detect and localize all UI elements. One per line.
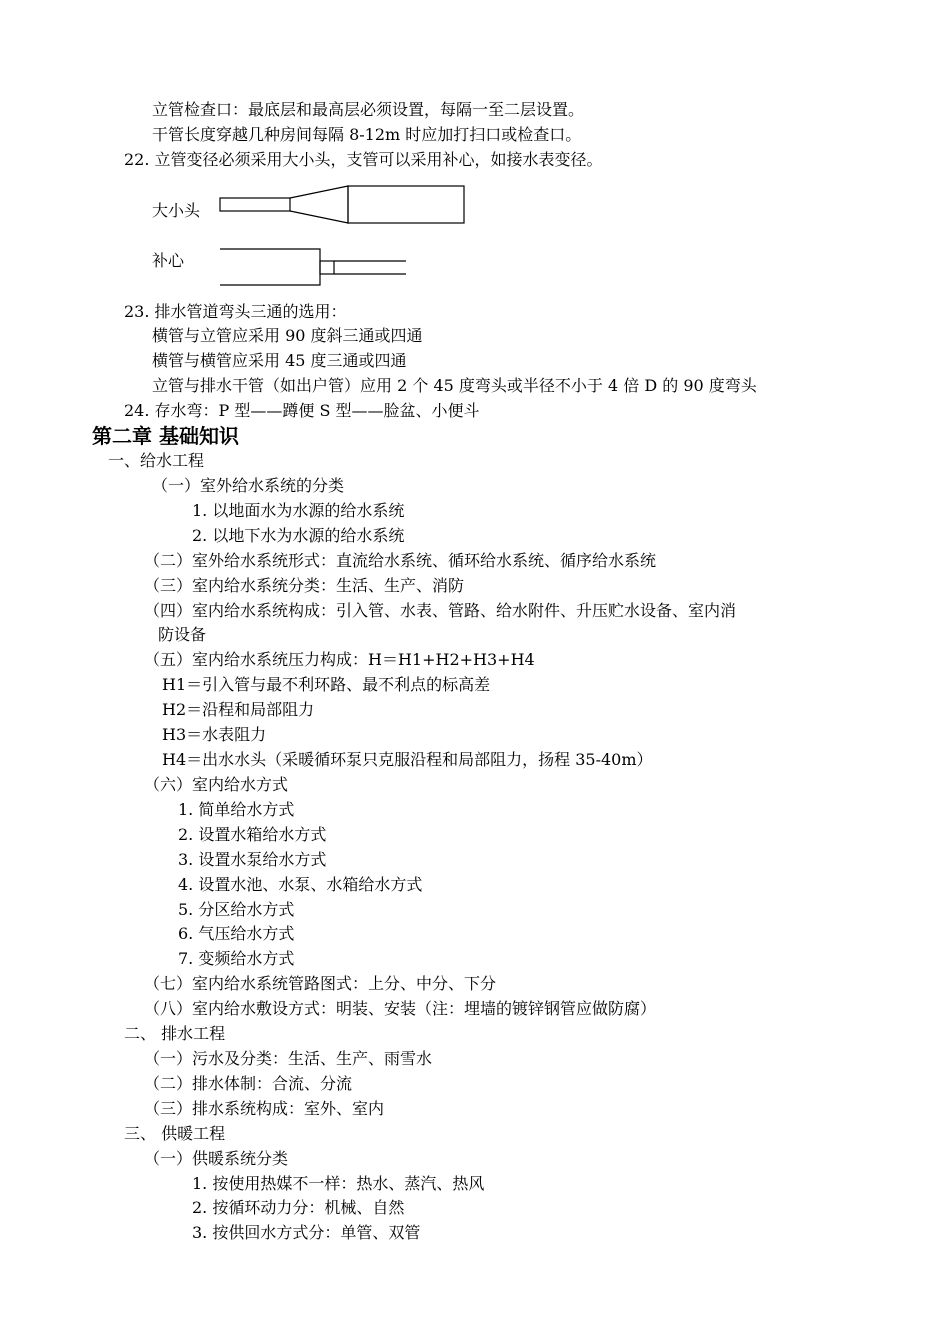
list-item: 2. 以地下水为水源的给水系统 (192, 526, 405, 545)
list-item: 7. 变频给水方式 (178, 949, 295, 968)
subsection-heading: （七）室内给水系统管路图式：上分、中分、下分 (144, 974, 497, 993)
list-item: 6. 气压给水方式 (178, 924, 295, 943)
reducer-label: 大小头 (152, 201, 201, 220)
subsection-heading: （四）室内给水系统构成：引入管、水表、管路、给水附件、升压贮水设备、室内消 (144, 601, 737, 620)
list-item-24: 24. 存水弯：P 型——蹲便 S 型——脸盆、小便斗 (124, 401, 480, 420)
text-line: H3＝水表阻力 (162, 725, 267, 744)
text-line: 干管长度穿越几种房间每隔 8-12m 时应加打扫口或检查口。 (152, 125, 582, 144)
subsection-heading: （三）排水系统构成：室外、室内 (144, 1099, 385, 1118)
text-line: 横管与立管应采用 90 度斜三通或四通 (152, 326, 423, 345)
subsection-heading: （一）污水及分类：生活、生产、雨雪水 (144, 1049, 433, 1068)
subsection-heading: （六）室内给水方式 (144, 775, 289, 794)
bushing-label: 补心 (152, 251, 185, 270)
list-item: 3. 按供回水方式分：单管、双管 (192, 1223, 421, 1242)
text-line: 立管检查口：最底层和最高层必须设置，每隔一至二层设置。 (152, 100, 585, 119)
text-line: 立管与排水干管（如出户管）应用 2 个 45 度弯头或半径不小于 4 倍 D 的 90 度弯头 (152, 376, 757, 395)
text-line: 横管与横管应采用 45 度三通或四通 (152, 351, 407, 370)
subsection-heading: （二）室外给水系统形式：直流给水系统、循环给水系统、循序给水系统 (144, 551, 657, 570)
list-item: 4. 设置水池、水泵、水箱给水方式 (178, 875, 423, 894)
list-item: 3. 设置水泵给水方式 (178, 850, 327, 869)
bushing-figure (220, 249, 406, 285)
subsection-heading: （一）供暖系统分类 (144, 1149, 289, 1168)
list-item: 1. 按使用热媒不一样：热水、蒸汽、热风 (192, 1174, 485, 1193)
list-item: 5. 分区给水方式 (178, 900, 295, 919)
subsection-heading: （八）室内给水敷设方式：明装、安装（注：埋墙的镀锌钢管应做防腐） (144, 999, 657, 1018)
list-item: 2. 设置水箱给水方式 (178, 825, 327, 844)
text-line: H1＝引入管与最不利环路、最不利点的标高差 (162, 675, 491, 694)
section-heading: 一、给水工程 (108, 451, 205, 470)
subsection-heading: （三）室内给水系统分类：生活、生产、消防 (144, 576, 465, 595)
text-line: H4＝出水水头（采暖循环泵只克服沿程和局部阻力，扬程 35-40m） (162, 750, 653, 769)
section-heading: 二、 排水工程 (124, 1024, 226, 1043)
pipe-fittings-diagram (0, 0, 950, 300)
subsection-heading: （一）室外给水系统的分类 (152, 476, 345, 495)
list-item: 2. 按循环动力分：机械、自然 (192, 1198, 405, 1217)
subsection-heading: （二）排水体制：合流、分流 (144, 1074, 353, 1093)
section-heading: 三、 供暖工程 (124, 1124, 226, 1143)
list-item: 1. 简单给水方式 (178, 800, 295, 819)
reducer-figure (220, 186, 464, 223)
text-line: H2＝沿程和局部阻力 (162, 700, 315, 719)
list-item-22: 22. 立管变径必须采用大小头，支管可以采用补心，如接水表变径。 (124, 150, 603, 169)
subsection-heading: （五）室内给水系统压力构成：H＝H1+H2+H3+H4 (144, 650, 535, 669)
list-item: 1. 以地面水为水源的给水系统 (192, 501, 405, 520)
chapter-heading: 第二章 基础知识 (92, 424, 239, 448)
list-item-23: 23. 排水管道弯头三通的选用： (124, 302, 347, 321)
text-line: 防设备 (158, 625, 207, 644)
